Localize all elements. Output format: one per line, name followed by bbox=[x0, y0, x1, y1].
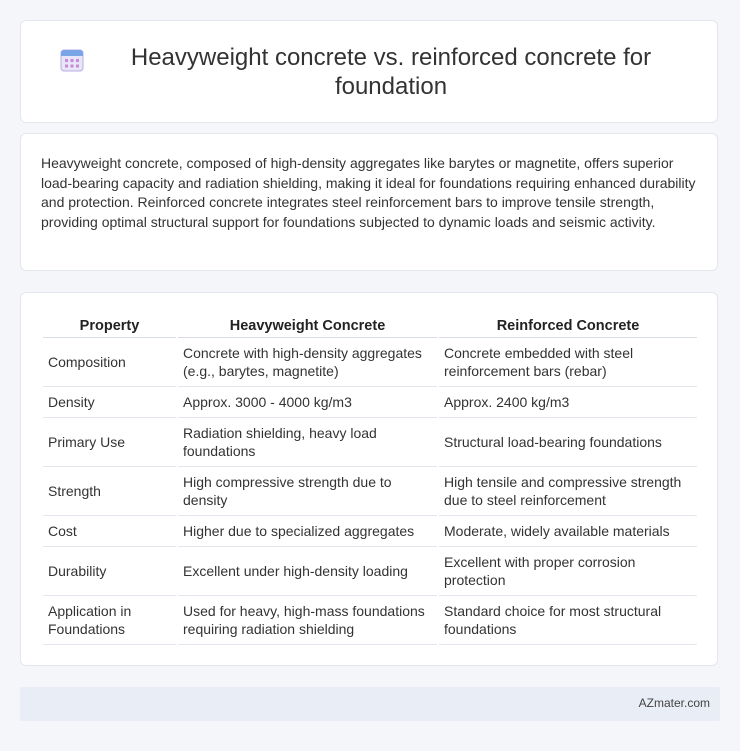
property-cell: Cost bbox=[43, 516, 177, 547]
property-cell: Composition bbox=[43, 338, 177, 387]
calendar-grid-icon bbox=[59, 47, 85, 73]
property-cell: Density bbox=[43, 387, 177, 418]
reinforced-cell: Excellent with proper corrosion protection bbox=[438, 547, 697, 596]
table-row bbox=[43, 467, 697, 516]
comparison-card bbox=[20, 292, 718, 666]
table-row bbox=[43, 418, 697, 467]
heavyweight-cell: Radiation shielding, heavy load foundations bbox=[177, 418, 438, 467]
footer-bar bbox=[20, 687, 720, 721]
heavyweight-cell: Approx. 3000 - 4000 kg/m3 bbox=[177, 387, 438, 418]
property-cell: Strength bbox=[43, 467, 177, 516]
property-cell: Application in Foundations bbox=[43, 596, 177, 645]
heavyweight-cell: Concrete with high-density aggregates (e.g., barytes, magnetite) bbox=[177, 338, 438, 387]
heavyweight-cell: High compressive strength due to density bbox=[177, 467, 438, 516]
title-card bbox=[20, 20, 718, 123]
reinforced-cell: High tensile and compressive strength due to steel reinforcement bbox=[438, 467, 697, 516]
reinforced-cell: Moderate, widely available materials bbox=[438, 516, 697, 547]
column-header: Heavyweight Concrete bbox=[177, 313, 438, 338]
intro-paragraph: Heavyweight concrete, composed of high-density aggregates like barytes or magnetite, offers superior load-bearing capacity and radiation shielding, making it ideal for foundations requiring enhanced durability and protection. Reinforced concrete integrates steel reinforcement bars to improve tensile strength, providing optimal structural support for foundations subjected to dynamic loads and seismic activity. bbox=[41, 155, 696, 230]
table-row bbox=[43, 516, 697, 547]
column-header: Property bbox=[43, 313, 177, 338]
property-cell: Durability bbox=[43, 547, 177, 596]
reinforced-cell: Standard choice for most structural foundations bbox=[438, 596, 697, 645]
heavyweight-cell: Higher due to specialized aggregates bbox=[177, 516, 438, 547]
table-row bbox=[43, 547, 697, 596]
reinforced-cell: Approx. 2400 kg/m3 bbox=[438, 387, 697, 418]
property-cell: Primary Use bbox=[43, 418, 177, 467]
intro-card bbox=[20, 133, 718, 271]
table-row bbox=[43, 338, 697, 387]
page-title: Heavyweight concrete vs. reinforced concrete for foundation bbox=[130, 43, 652, 100]
comparison-table bbox=[43, 313, 697, 645]
table-row bbox=[43, 387, 697, 418]
table-row bbox=[43, 596, 697, 645]
reinforced-cell: Concrete embedded with steel reinforcement bars (rebar) bbox=[438, 338, 697, 387]
heavyweight-cell: Used for heavy, high-mass foundations requiring radiation shielding bbox=[177, 596, 438, 645]
column-header: Reinforced Concrete bbox=[438, 313, 697, 338]
reinforced-cell: Structural load-bearing foundations bbox=[438, 418, 697, 467]
heavyweight-cell: Excellent under high-density loading bbox=[177, 547, 438, 596]
title-wrap bbox=[59, 43, 679, 101]
footer-brand[interactable]: AZmater.com bbox=[638, 696, 710, 710]
table-header-row bbox=[43, 313, 697, 338]
